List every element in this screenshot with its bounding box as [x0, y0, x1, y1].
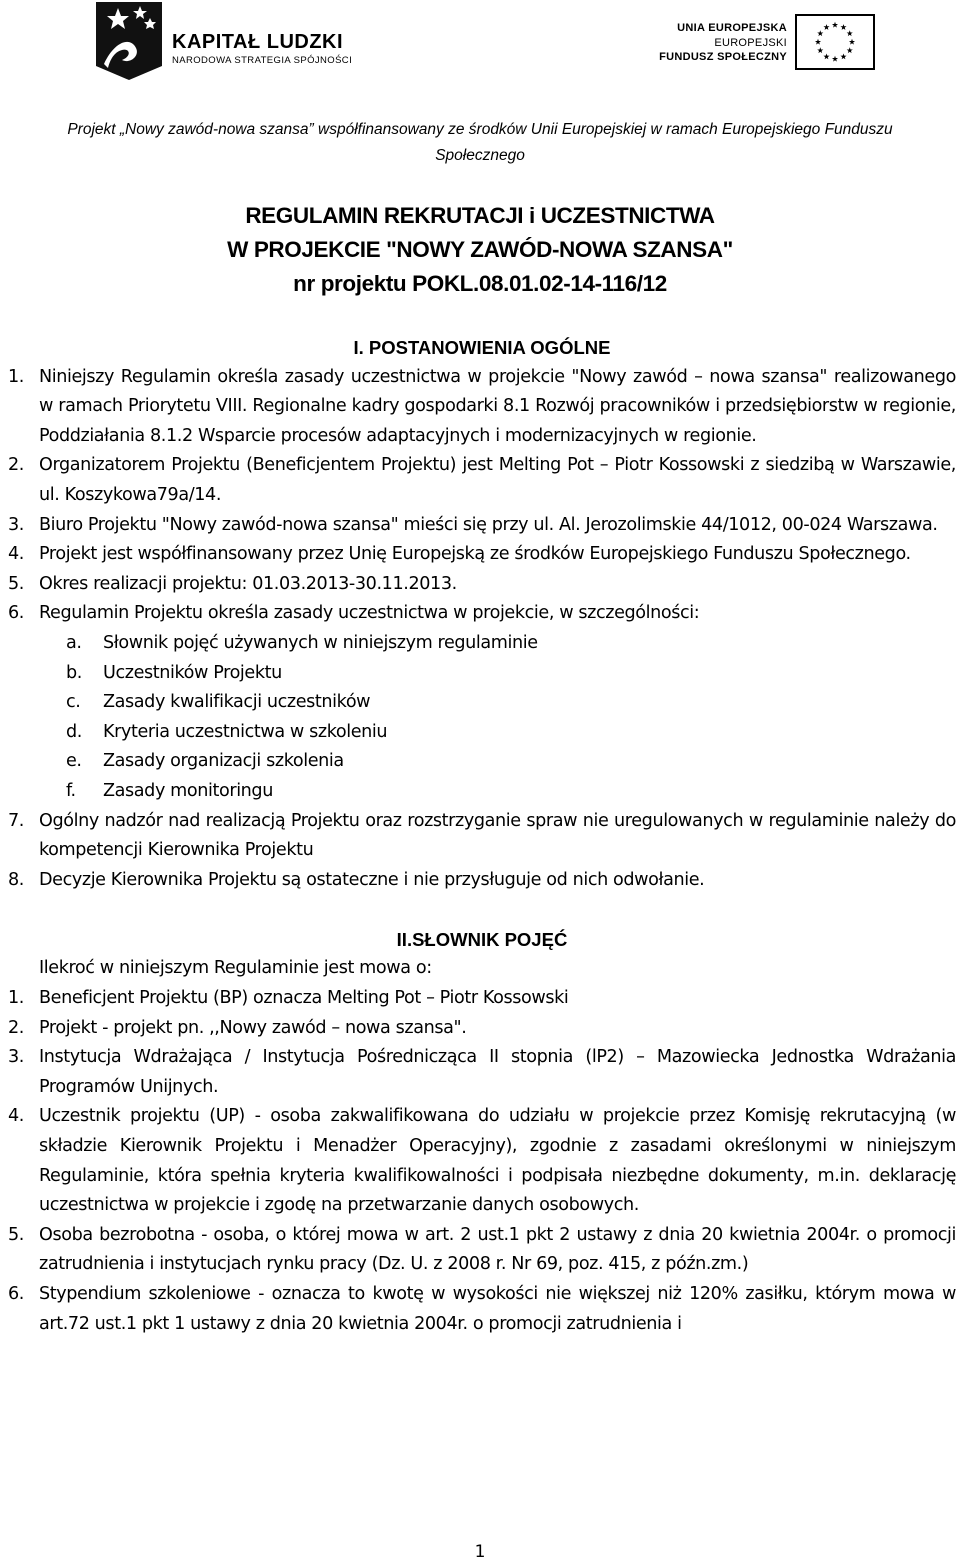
list-item-number: 2.	[8, 1017, 24, 1038]
eu-star-icon	[817, 47, 823, 53]
sub-list-letter: d.	[66, 721, 82, 742]
eu-star-icon	[849, 39, 855, 45]
sub-list-item	[8, 629, 956, 659]
sub-list-text: Zasady kwalifikacji uczestników	[103, 692, 371, 713]
list-item-text: Organizatorem Projektu (Beneficjentem Projektu) jest Melting Pot – Piotr Kossowski z siedzibą w Warszawie, ul. Koszykowa79a/14.	[39, 455, 956, 505]
section-general-sublist	[8, 629, 956, 807]
sub-list-letter: f.	[66, 780, 76, 801]
list-item	[8, 451, 956, 510]
glossary-item	[8, 1043, 956, 1102]
list-item-text: Biuro Projektu "Nowy zawód-nowa szansa" mieści się przy ul. Al. Jerozolimskie 44/1012, 00-024 Warszawa.	[39, 514, 938, 535]
section-heading-general: I. POSTANOWIENIA OGÓLNE	[353, 337, 611, 358]
list-item	[8, 807, 956, 866]
section-heading-glossary: II.SŁOWNIK POJĘĆ	[396, 928, 568, 950]
eu-logo	[655, 14, 875, 72]
eu-logo-line1: UNIA EUROPEJSKA	[677, 22, 787, 34]
list-item-number: 3.	[8, 514, 24, 535]
list-item	[8, 511, 956, 541]
list-item	[8, 570, 956, 600]
list-item-number: 7.	[8, 810, 24, 831]
document-title-line1: REGULAMIN REKRUTACJI i UCZESTNICTWA	[245, 203, 715, 228]
kapital-ludzki-emblem-icon	[96, 2, 162, 80]
sub-list-text: Zasady monitoringu	[103, 780, 273, 801]
list-item-number: 3.	[8, 1047, 24, 1068]
list-item-number: 5.	[8, 573, 24, 594]
eu-star-icon	[840, 54, 846, 60]
kapital-ludzki-subtitle: NARODOWA STRATEGIA SPÓJNOŚCI	[172, 55, 353, 66]
eu-logo-line3: FUNDUSZ SPOŁECZNY	[659, 51, 787, 63]
sub-list-text: Kryteria uczestnictwa w szkoleniu	[103, 721, 388, 742]
list-item-text: Stypendium szkoleniowe - oznacza to kwotę w wysokości nie większej niż 120% zasiłku, którym mowa w art.72 ust.1 pkt 1 ustawy z dnia 20 kwietnia 2004r. o promocji zatrudnienia i	[39, 1284, 956, 1334]
eu-star-icon	[823, 54, 829, 60]
eu-star-icon	[840, 24, 846, 30]
sub-list-item	[8, 777, 956, 807]
list-item-text: Decyzje Kierownika Projektu są ostateczne i nie przysługuje od nich odwołanie.	[39, 869, 705, 890]
list-item-number: 5.	[8, 1224, 24, 1245]
list-item-text: Beneficjent Projektu (BP) oznacza Melting Pot – Piotr Kossowski	[39, 988, 569, 1009]
document-body	[8, 333, 956, 1339]
eu-star-icon	[832, 56, 838, 62]
list-item-text: Osoba bezrobotna - osoba, o której mowa w art. 2 ust.1 pkt 2 ustawy z dnia 20 kwietnia 2004r. o promocji zatrudnienia i instytucjach rynku pracy (Dz. U. z 2008 r. Nr 69, poz. 415, z późn.zm.)	[39, 1224, 956, 1275]
glossary-list	[8, 984, 956, 1339]
list-item-number: 4.	[8, 1106, 24, 1127]
kapital-ludzki-logo	[96, 2, 353, 84]
eu-flag-icon	[795, 14, 875, 70]
sub-list-letter: e.	[66, 751, 82, 772]
sub-list-item	[8, 659, 956, 689]
list-item-text: Projekt - projekt pn. ,,Nowy zawód – nowa szansa".	[39, 1017, 467, 1038]
sub-list-item	[8, 688, 956, 718]
project-cofinancing-line: Projekt „Nowy zawód-nowa szansa” współfinansowany ze środków Unii Europejskiej w ramach Europejskiego Funduszu Społecznego	[67, 121, 893, 164]
sub-list-item	[8, 718, 956, 748]
sub-list-text: Uczestników Projektu	[103, 662, 282, 683]
sub-list-letter: b.	[66, 662, 82, 683]
list-item-number: 4.	[8, 544, 24, 565]
eu-star-icon	[815, 39, 821, 45]
eu-star-icon	[847, 30, 853, 36]
section-general-list	[8, 363, 956, 629]
list-item-number: 6.	[8, 1284, 24, 1304]
list-item-text: Projekt jest współfinansowany przez Unię Europejską ze środków Europejskiego Funduszu Społecznego.	[39, 544, 911, 565]
sub-list-letter: a.	[66, 632, 82, 653]
glossary-item	[8, 1280, 956, 1339]
kapital-ludzki-title: KAPITAŁ LUDZKI	[172, 31, 344, 53]
sub-list-text: Zasady organizacji szkolenia	[103, 751, 344, 772]
list-item	[8, 599, 956, 629]
list-item-text: Uczestnik projektu (UP) - osoba zakwalifikowana do udziału w projekcie przez Komisję rekrutacyjną (w składzie Kierownik Projektu i Menadżer Operacyjny), zgodnie z zasadami określonymi w niniejszym Regulaminie, która spełnia kryteria kwalifikowalności i podpisała niezbędne dokumenty, m.in. deklarację uczestnictwa w projekcie i zgodę na przetwarzanie danych osobowych.	[39, 1106, 956, 1216]
eu-star-icon	[823, 24, 829, 30]
glossary-item	[8, 1221, 956, 1280]
list-item-text: Instytucja Wdrażająca / Instytucja Pośrednicząca II stopnia (lP2) – Mazowiecka Jednostka Wdrażania Programów Unijnych.	[39, 1047, 956, 1097]
list-item	[8, 866, 956, 896]
list-item	[8, 540, 956, 570]
glossary-item	[8, 1102, 956, 1220]
section-general-list-continued	[8, 807, 956, 896]
list-item-number: 6.	[8, 603, 24, 624]
page-number: 1	[474, 1542, 486, 1562]
eu-star-icon	[847, 47, 853, 53]
list-item-text: Niniejszy Regulamin określa zasady uczestnictwa w projekcie "Nowy zawód – nowa szansa" realizowanego w ramach Priorytetu VIII. Regionalne kadry gospodarki 8.1 Rozwój pracowników i przedsiębiorstw w regionie, Poddziałania 8.1.2 Wsparcie procesów adaptacyjnych i modernizacyjnych w regionie.	[39, 366, 956, 446]
list-item-number: 2.	[8, 455, 24, 476]
list-item	[8, 363, 956, 452]
sub-list-text: Słownik pojęć używanych w niniejszym regulaminie	[103, 632, 538, 653]
document-title-line2: W PROJEKCIE "NOWY ZAWÓD-NOWA SZANSA"	[227, 237, 733, 262]
list-item-number: 8.	[8, 869, 24, 890]
list-item-text: Ogólny nadzór nad realizacją Projektu oraz rozstrzyganie spraw nie uregulowanych w regulaminie należy do kompetencji Kierownika Projektu	[39, 810, 956, 861]
sub-list-letter: c.	[66, 692, 81, 713]
list-item-text: Okres realizacji projektu: 01.03.2013-30.11.2013.	[39, 573, 457, 594]
document-title-line3: nr projektu POKL.08.01.02-14-116/12	[293, 271, 667, 296]
list-item-number: 1.	[8, 988, 24, 1009]
glossary-lead: Ilekroć w niniejszym Regulaminie jest mowa o:	[39, 958, 432, 979]
document-title	[40, 199, 920, 301]
glossary-item	[8, 1014, 956, 1044]
list-item-text: Regulamin Projektu określa zasady uczestnictwa w projekcie, w szczególności:	[39, 603, 700, 624]
eu-star-icon	[817, 30, 823, 36]
list-item-number: 1.	[8, 366, 24, 387]
glossary-item	[8, 984, 956, 1014]
sub-list-item	[8, 747, 956, 777]
eu-star-icon	[832, 22, 838, 28]
eu-logo-line2: EUROPEJSKI	[714, 37, 787, 49]
